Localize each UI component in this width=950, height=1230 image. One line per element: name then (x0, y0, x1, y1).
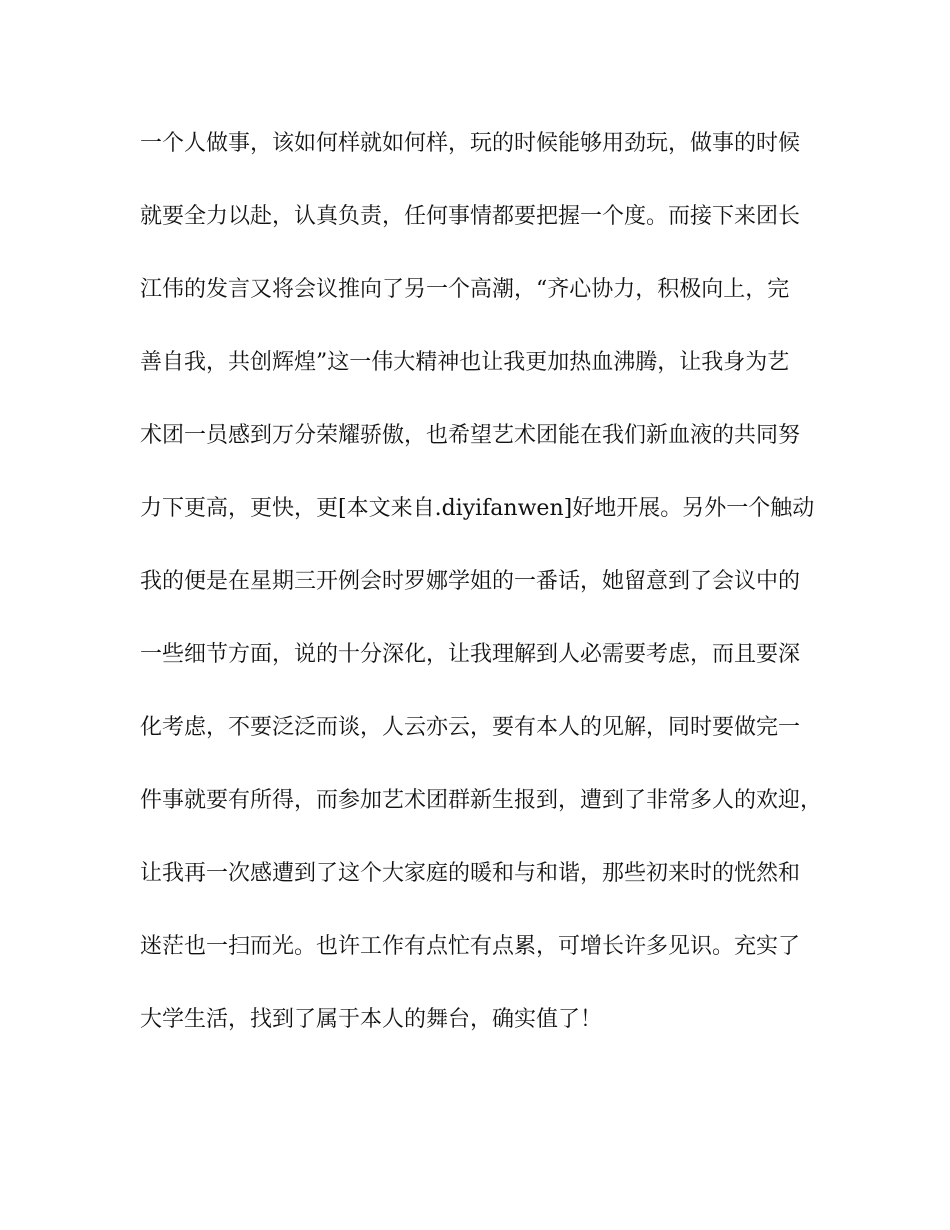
text-line: 一个人做事，该如何样就如何样，玩的时候能够用劲玩，做事的时候 (140, 131, 801, 156)
text-line: 大学生活，找到了属于本人的舞台，确实值了！ (140, 1007, 603, 1032)
text-line: 迷茫也一扫而光。也许工作有点忙有点累，可增长许多见识。充实了 (140, 934, 801, 959)
text-line: 让我再一次感遭到了这个大家庭的暖和与和谐，那些初来时的恍然和 (140, 861, 801, 886)
text-line: 化考虑，不要泛泛而谈，人云亦云，要有本人的见解，同时要做完一 (140, 715, 801, 740)
text-line: 就要全力以赴，认真负责，任何事情都要把握一个度。而接下来团长 (140, 204, 801, 229)
text-line: 件事就要有所得，而参加艺术团群新生报到，遭到了非常多人的欢迎， (140, 788, 823, 813)
text-line: 术团一员感到万分荣耀骄傲，也希望艺术团能在我们新血液的共同努 (140, 423, 801, 448)
text-line: 一些细节方面，说的十分深化，让我理解到人必需要考虑，而且要深 (140, 642, 801, 667)
text-line: 力下更高，更快，更[本文来自.diyifanwen]好地开展。另外一个触动 (140, 496, 815, 521)
text-line: 善自我，共创辉煌”这一伟大精神也让我更加热血沸腾，让我身为艺 (140, 350, 790, 375)
body-text (140, 122, 823, 1071)
text-line: 我的便是在星期三开例会时罗娜学姐的一番话，她留意到了会议中的 (140, 569, 801, 594)
text-line: 江伟的发言又将会议推向了另一个高潮，“齐心协力，积极向上，完 (140, 277, 790, 302)
